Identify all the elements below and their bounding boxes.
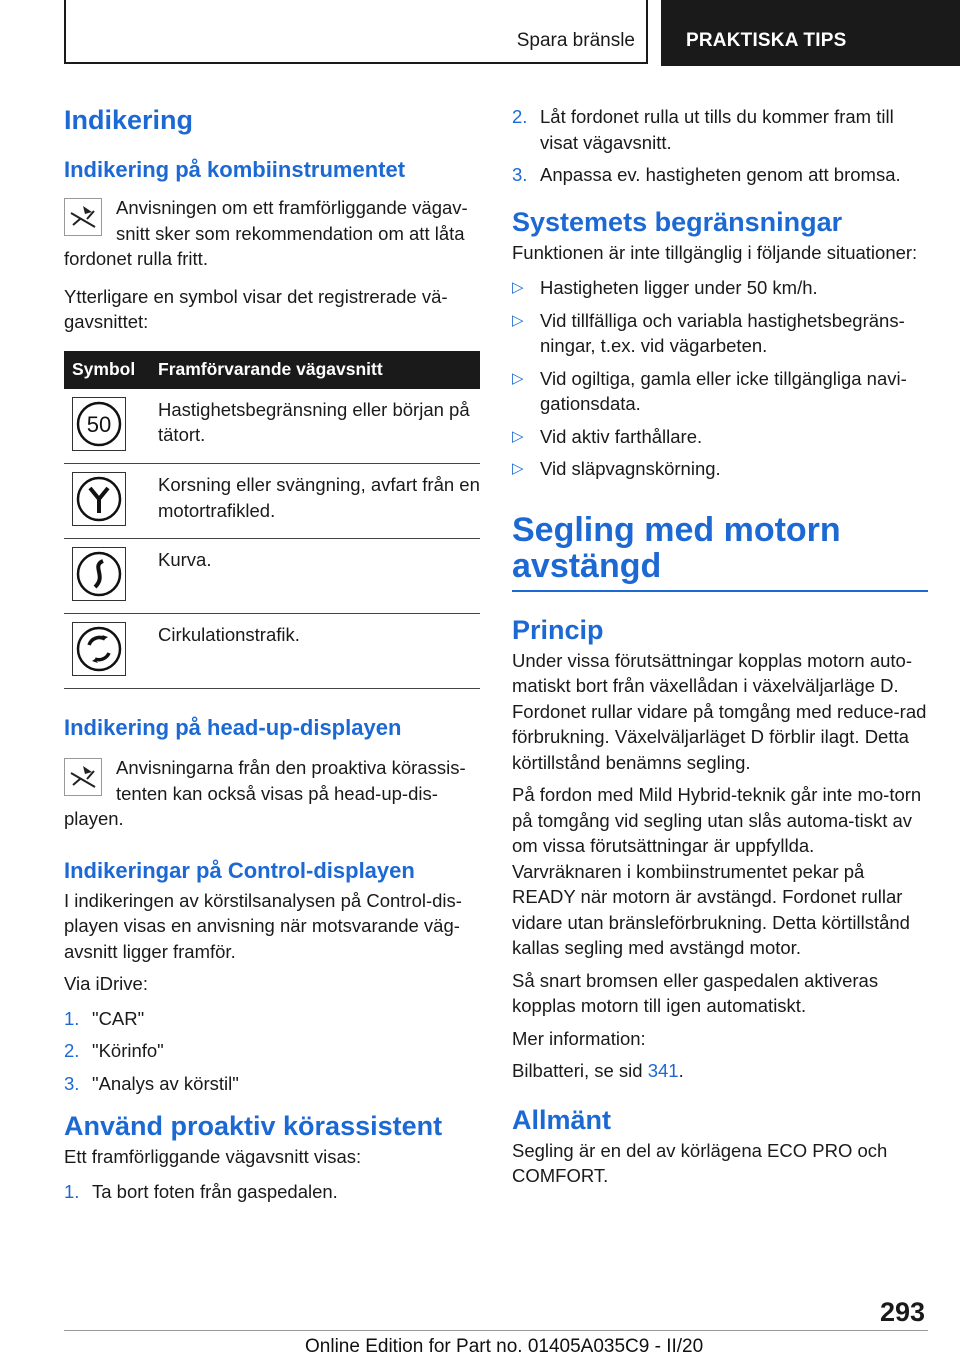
speed-limit-50-icon: [72, 397, 126, 451]
heading-indikering: Indikering: [64, 105, 194, 135]
list-item: 2. Låt fordonet rulla ut tills du kommer fram till visat vägavsnitt.: [512, 106, 894, 153]
list-item: ▷ Vid tillfälliga och variabla hastighetsbegräns-ningar, t.ex. vid vägarbeten.: [512, 309, 905, 356]
table-row: [64, 389, 480, 464]
anvand-intro-text: Ett framförliggande vägavsnitt visas:: [64, 1146, 362, 1167]
list-item: ▷ Vid aktiv farthållare.: [512, 425, 703, 447]
list-item: 3. "Analys av körstil": [64, 1072, 239, 1094]
list-item: ▷ Hastigheten ligger under 50 km/h.: [512, 277, 818, 298]
heading-princip: Princip: [512, 614, 604, 645]
header-chapter-tab: PRAKTISKA TIPS: [661, 0, 960, 66]
table-header-symbol: Symbol: [64, 351, 150, 389]
proactive-assistant-icon: [64, 758, 102, 796]
idrive-steps-list: [64, 1006, 480, 1097]
table-cell-text: Hastighetsbegränsning eller början på tätort.: [150, 389, 480, 464]
list-item: 2. "Körinfo": [64, 1040, 164, 1061]
speed-sign-text: 50: [86, 411, 112, 437]
table-header-row: [64, 351, 480, 389]
heading-head-up-display: Indikering på head-up-displayen: [64, 715, 402, 740]
princip-paragraph-3: Så snart bromsen eller gaspedalen aktiveras kopplas motorn till igen automatiskt.: [512, 969, 879, 1016]
anvand-steps-list-right: [512, 104, 928, 188]
allmant-text: Segling är en del av körlägena ECO PRO och COMFORT.: [512, 1139, 888, 1186]
symbol-intro-text: Ytterligare en symbol visar det registrerade vä-gavsnittet:: [64, 285, 448, 332]
kombi-note-line2: snitt sker som rekommendation om att låta: [116, 222, 465, 244]
bilbatteri-reference: Bilbatteri, se sid 341.: [512, 1060, 684, 1081]
page-number: 293: [880, 1297, 926, 1327]
list-item: ▷ Vid släpvagnskörning.: [512, 458, 721, 479]
footer-edition-text: Online Edition for Part no. 01405A035C9 - II/20: [305, 1336, 704, 1357]
table-cell-text: Kurva.: [150, 539, 480, 614]
heading-segling-med-motorn: Segling med motorn avstängd: [512, 512, 928, 592]
control-display-text: I indikeringen av körstilsanalysen på Control-dis-playen visas en anvisning när motsvarande väg-avsnitt ligger framför.: [64, 889, 462, 962]
page-reference-link[interactable]: 341: [647, 1060, 679, 1081]
table-cell-text: Cirkulationstrafik.: [150, 614, 480, 689]
list-item: 1. "CAR": [64, 1007, 145, 1029]
right-column: [512, 104, 928, 1189]
heading-control-display: Indikeringar på Control-displayen: [64, 857, 415, 883]
list-item: 3. Anpassa ev. hastigheten genom att bromsa.: [512, 164, 901, 185]
curve-icon: [72, 547, 126, 601]
princip-paragraph-2: På fordon med Mild Hybrid-teknik går inte mo-torn på tomgång vid segling utan slås automa-tiskt av om vissa förutsättningar är uppfyllda. Varvräknaren i kombiinstrumentet pekar på READY när motorn är avstängd. Fordonet rullar vidare utan bränsleförbrukning. Detta körtillstånd kallas segling med avstängd motor.: [512, 784, 922, 958]
limitations-list: [512, 275, 928, 482]
list-item: 1. Ta bort foten från gaspedalen.: [64, 1180, 338, 1202]
info-note-hud: [64, 755, 480, 832]
table-header-vagavsnitt: Framförvarande vägavsnitt: [150, 351, 480, 389]
table-row: [64, 539, 480, 614]
info-note-kombi: [64, 195, 480, 272]
table-cell-text: Korsning eller svängning, avfart från en motortrafikled.: [150, 464, 480, 539]
hud-note-line1: Anvisningarna från den proaktiva körassis-: [116, 757, 466, 778]
junction-icon: [72, 472, 126, 526]
system-intro-text: Funktionen är inte tillgänglig i följande situationer:: [512, 241, 918, 263]
list-item: ▷ Vid ogiltiga, gamla eller icke tillgängliga navi-gationsdata.: [512, 367, 907, 414]
anvand-steps-list-left: [64, 1179, 480, 1205]
heading-systemets-begransningar: Systemets begränsningar: [512, 206, 843, 237]
symbol-table: [64, 351, 480, 690]
hud-note-line2: tenten kan också visas på head-up-dis-: [116, 782, 438, 804]
roundabout-icon: [72, 622, 126, 676]
heading-anvand-proaktiv: Använd proaktiv körassistent: [64, 1111, 443, 1141]
heading-allmant: Allmänt: [512, 1104, 612, 1135]
proactive-assistant-icon: [64, 198, 102, 236]
heading-kombiinstrumentet: Indikering på kombiinstrumentet: [64, 157, 406, 182]
footer-divider: [64, 1330, 928, 1331]
via-idrive-text: Via iDrive:: [64, 973, 148, 994]
left-column: [64, 100, 480, 1211]
header-section-title: Spara bränsle: [516, 30, 635, 51]
table-row: [64, 614, 480, 689]
kombi-note-line1: Anvisningen om ett framförliggande vägav-: [116, 197, 468, 218]
hud-note-tail: playen.: [64, 808, 124, 829]
kombi-note-tail: fordonet rulla fritt.: [64, 248, 208, 269]
table-row: [64, 464, 480, 539]
princip-paragraph-1: Under vissa förutsättningar kopplas motorn auto-matiskt bort från växellådan i växelväljarläge D. Fordonet rullar vidare på tomgång med reduce-rad förbrukning. Växelväljarläget D förblir ilagt. Detta körtillstånd benämns segling.: [512, 649, 927, 773]
mer-information-label: Mer information:: [512, 1027, 646, 1049]
